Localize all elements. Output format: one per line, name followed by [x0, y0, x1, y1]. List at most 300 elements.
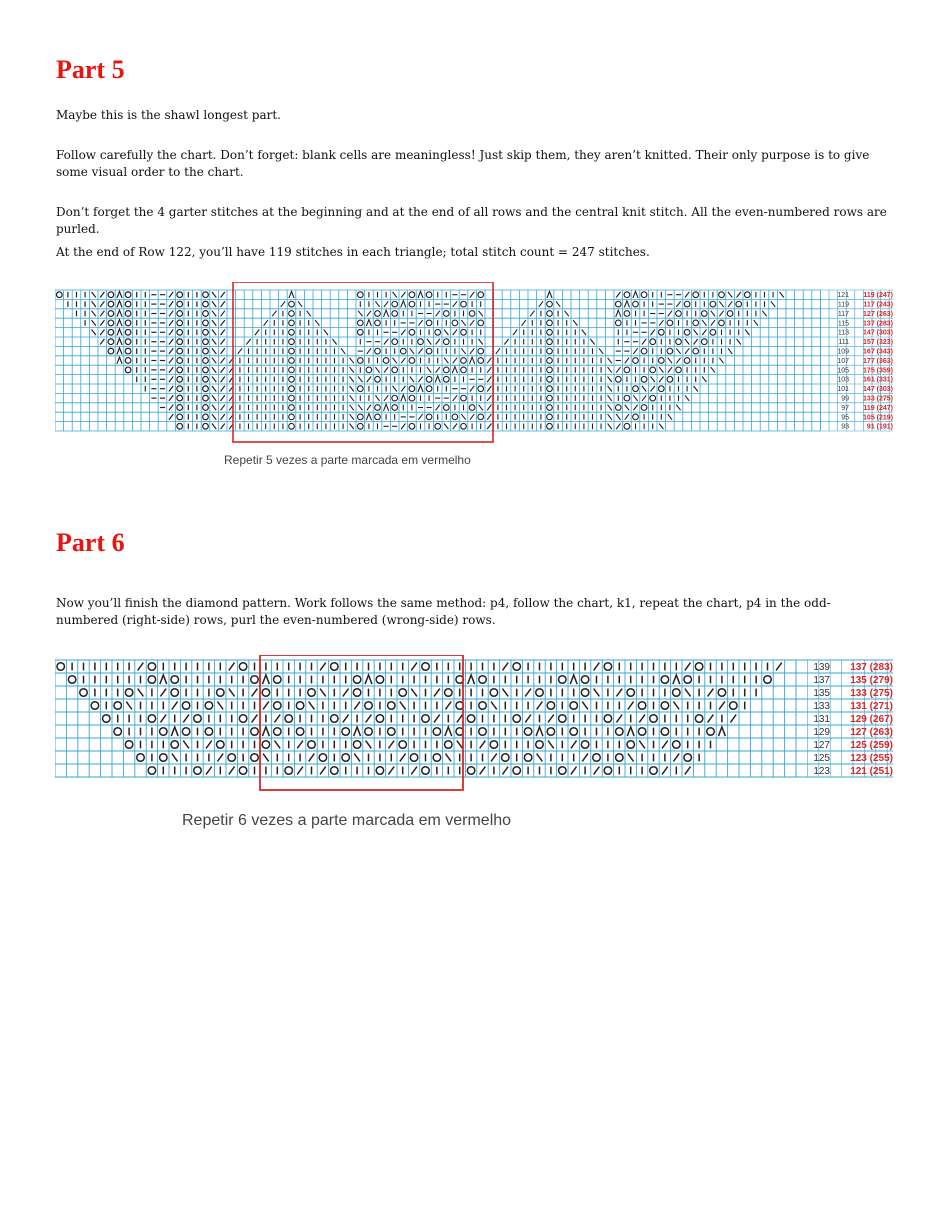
double-decrease-symbol [160, 675, 167, 684]
yarn-over-symbol [148, 767, 156, 775]
double-decrease-symbol [384, 310, 389, 317]
k2tog-symbol [100, 339, 104, 345]
ssk-symbol [375, 395, 379, 401]
yarn-over-symbol [641, 376, 647, 382]
yarn-over-symbol [604, 663, 612, 671]
yarn-over-symbol [125, 348, 131, 354]
yarn-over-symbol [426, 386, 432, 392]
yarn-over-symbol [108, 292, 114, 298]
double-decrease-symbol [633, 291, 638, 298]
yarn-over-symbol [383, 358, 389, 364]
ssk-symbol [445, 754, 451, 762]
row-number: 127 [813, 740, 830, 752]
yarn-over-symbol [357, 423, 363, 429]
ssk-symbol [491, 702, 497, 710]
k2tog-symbol [436, 311, 440, 317]
k2tog-symbol [221, 348, 225, 354]
yarn-over-symbol [177, 414, 183, 420]
stitch-count: 177 (363) [863, 357, 893, 365]
yarn-over-symbol [68, 676, 76, 684]
ssk-symbol [92, 292, 96, 298]
yarn-over-symbol [641, 405, 647, 411]
yarn-over-symbol [547, 728, 555, 736]
ssk-symbol [537, 754, 543, 762]
yarn-over-symbol [524, 728, 532, 736]
yarn-over-symbol [426, 320, 432, 326]
k2tog-symbol [662, 741, 668, 749]
yarn-over-symbol [375, 311, 381, 317]
k2tog-symbol [728, 301, 732, 307]
yarn-over-symbol [658, 386, 664, 392]
yarn-over-symbol [182, 728, 190, 736]
row-number: 101 [837, 386, 849, 394]
yarn-over-symbol [285, 715, 293, 723]
double-decrease-symbol [673, 675, 680, 684]
double-decrease-symbol [117, 310, 122, 317]
double-decrease-symbol [366, 320, 371, 327]
stitch-count: 133 (275) [850, 688, 893, 700]
row-number: 121 [837, 292, 849, 300]
ssk-symbol [427, 367, 431, 373]
yarn-over-symbol [148, 663, 156, 671]
yarn-over-symbol [658, 329, 664, 335]
yarn-over-symbol [342, 728, 350, 736]
yarn-over-symbol [710, 329, 716, 335]
yarn-over-symbol [443, 405, 449, 411]
yarn-over-symbol [443, 376, 449, 382]
ssk-symbol [126, 702, 132, 710]
yarn-over-symbol [513, 663, 521, 671]
k2tog-symbol [453, 395, 457, 401]
k2tog-symbol [411, 663, 417, 671]
part6-knitting-chart [55, 655, 895, 793]
yarn-over-symbol [409, 423, 415, 429]
k2tog-symbol [138, 663, 144, 671]
yarn-over-symbol [684, 358, 690, 364]
yarn-over-symbol [125, 358, 131, 364]
ssk-symbol [608, 367, 612, 373]
yarn-over-symbol [177, 320, 183, 326]
k2tog-symbol [221, 376, 225, 382]
yarn-over-symbol [661, 676, 669, 684]
yarn-over-symbol [177, 329, 183, 335]
k2tog-symbol [453, 301, 457, 307]
yarn-over-symbol [467, 715, 475, 723]
k2tog-symbol [616, 423, 620, 429]
k2tog-symbol [384, 339, 388, 345]
yarn-over-symbol [650, 767, 658, 775]
k2tog-symbol [229, 663, 235, 671]
yarn-over-symbol [684, 329, 690, 335]
part5-paragraph-3: Don’t forget the 4 garter stitches at the beginning and at the end of all rows and the central knit stitch. All the even-numbered rows are purled. [56, 205, 887, 236]
ssk-symbol [358, 311, 362, 317]
yarn-over-symbol [547, 395, 553, 401]
stitch-count: 129 (267) [850, 714, 893, 726]
row-number: 123 [813, 766, 830, 778]
yarn-over-symbol [547, 329, 553, 335]
yarn-over-symbol [177, 405, 183, 411]
yarn-over-symbol [308, 741, 316, 749]
part5-knitting-chart [55, 282, 895, 444]
yarn-over-symbol [103, 715, 111, 723]
ssk-symbol [444, 329, 448, 335]
yarn-over-symbol [461, 329, 467, 335]
yarn-over-symbol [289, 348, 295, 354]
yarn-over-symbol [661, 728, 669, 736]
yarn-over-symbol [624, 423, 630, 429]
yarn-over-symbol [177, 301, 183, 307]
k2tog-symbol [100, 292, 104, 298]
yarn-over-symbol [114, 702, 122, 710]
k2tog-symbol [685, 348, 689, 354]
yarn-over-symbol [693, 292, 699, 298]
yarn-over-symbol [203, 329, 209, 335]
yarn-over-symbol [108, 311, 114, 317]
part6-paragraph-1: Now you’ll finish the diamond pattern. Work follows the same method: p4, follow the chart, k1, repeat the chart, p4 in the odd-numbered (right-side) rows, purl the even-numbered (wrong-side) rows. [56, 596, 831, 627]
k2tog-symbol [491, 754, 497, 762]
k2tog-symbol [274, 715, 280, 723]
yarn-over-symbol [604, 767, 612, 775]
k2tog-symbol [221, 414, 225, 420]
double-decrease-symbol [366, 414, 371, 421]
yarn-over-symbol [676, 367, 682, 373]
row-number: 107 [837, 357, 849, 365]
ssk-symbol [639, 741, 645, 749]
yarn-over-symbol [727, 311, 733, 317]
yarn-over-symbol [693, 320, 699, 326]
yarn-over-symbol [650, 395, 656, 401]
yarn-over-symbol [296, 702, 304, 710]
yarn-over-symbol [445, 741, 453, 749]
ssk-symbol [309, 702, 315, 710]
ssk-symbol [608, 395, 612, 401]
stitch-count: 91 (191) [866, 423, 893, 431]
k2tog-symbol [418, 320, 422, 326]
double-decrease-symbol [624, 301, 629, 308]
yarn-over-symbol [177, 386, 183, 392]
k2tog-symbol [388, 741, 394, 749]
row-number: 95 [841, 414, 849, 422]
yarn-over-symbol [357, 358, 363, 364]
double-decrease-symbol [117, 329, 122, 336]
yarn-over-symbol [388, 728, 396, 736]
double-decrease-symbol [468, 675, 475, 684]
yarn-over-symbol [422, 767, 430, 775]
k2tog-symbol [169, 386, 173, 392]
yarn-over-symbol [274, 728, 282, 736]
k2tog-symbol [522, 320, 526, 326]
yarn-over-symbol [461, 395, 467, 401]
part6-chart-caption: Repetir 6 vezes a parte marcada em vermelho [182, 812, 512, 829]
yarn-over-symbol [513, 715, 521, 723]
stitch-count: 105 (219) [863, 414, 893, 422]
k2tog-symbol [401, 358, 405, 364]
yarn-over-symbol [422, 715, 430, 723]
k2tog-symbol [169, 414, 173, 420]
double-decrease-symbol [117, 301, 122, 308]
yarn-over-symbol [604, 715, 612, 723]
ssk-symbol [719, 301, 723, 307]
k2tog-symbol [384, 367, 388, 373]
yarn-over-symbol [744, 292, 750, 298]
yarn-over-symbol [171, 676, 179, 684]
yarn-over-symbol [676, 311, 682, 317]
k2tog-symbol [616, 367, 620, 373]
yarn-over-symbol [624, 395, 630, 401]
yarn-over-symbol [570, 728, 578, 736]
ssk-symbol [354, 754, 360, 762]
stitch-count: 131 (271) [850, 701, 893, 713]
ssk-symbol [212, 348, 216, 354]
yarn-over-symbol [627, 741, 635, 749]
yarn-over-symbol [461, 301, 467, 307]
yarn-over-symbol [376, 767, 384, 775]
yarn-over-symbol [426, 414, 432, 420]
ssk-symbol [711, 367, 715, 373]
yarn-over-symbol [289, 311, 295, 317]
ssk-symbol [616, 414, 620, 420]
yarn-over-symbol [357, 292, 363, 298]
k2tog-symbol [711, 320, 715, 326]
yarn-over-symbol [289, 414, 295, 420]
row-number: 103 [837, 376, 849, 384]
k2tog-symbol [673, 754, 679, 762]
yarn-over-symbol [422, 663, 430, 671]
stitch-count: 125 (259) [850, 740, 893, 752]
k2tog-symbol [642, 339, 646, 345]
ssk-symbol [556, 301, 560, 307]
ssk-symbol [599, 348, 603, 354]
yarn-over-symbol [203, 395, 209, 401]
k2tog-symbol [571, 767, 577, 775]
k2tog-symbol [487, 386, 491, 392]
yarn-over-symbol [650, 715, 658, 723]
yarn-over-symbol [108, 339, 114, 345]
yarn-over-symbol [467, 767, 475, 775]
yarn-over-symbol [624, 367, 630, 373]
ssk-symbol [358, 376, 362, 382]
ssk-symbol [350, 376, 354, 382]
k2tog-symbol [487, 358, 491, 364]
k2tog-symbol [694, 339, 698, 345]
yarn-over-symbol [426, 376, 432, 382]
yarn-over-symbol [433, 728, 441, 736]
double-decrease-symbol [289, 291, 294, 298]
k2tog-symbol [255, 329, 259, 335]
ssk-symbol [719, 358, 723, 364]
yarn-over-symbol [289, 367, 295, 373]
part5-chart-caption: Repetir 5 vezes a parte marcada em vermelho [224, 453, 471, 467]
k2tog-symbol [281, 301, 285, 307]
k2tog-symbol [169, 376, 173, 382]
yarn-over-symbol [409, 358, 415, 364]
ssk-symbol [324, 329, 328, 335]
double-decrease-symbol [570, 675, 577, 684]
yarn-over-symbol [615, 301, 621, 307]
yarn-over-symbol [667, 320, 673, 326]
row-number: 119 [837, 301, 849, 309]
k2tog-symbol [401, 423, 405, 429]
yarn-over-symbol [615, 376, 621, 382]
yarn-over-symbol [177, 311, 183, 317]
ssk-symbol [212, 395, 216, 401]
stitch-count: 161 (331) [863, 376, 893, 384]
double-decrease-symbol [401, 301, 406, 308]
double-decrease-symbol [452, 367, 457, 374]
yarn-over-symbol [650, 339, 656, 345]
ssk-symbol [737, 339, 741, 345]
yarn-over-symbol [443, 339, 449, 345]
k2tog-symbol [453, 358, 457, 364]
k2tog-symbol [238, 348, 242, 354]
yarn-over-symbol [478, 358, 484, 364]
row-number: 109 [837, 348, 849, 356]
k2tog-symbol [487, 423, 491, 429]
k2tog-symbol [502, 663, 508, 671]
yarn-over-symbol [205, 702, 213, 710]
yarn-over-symbol [392, 301, 398, 307]
row-number: 97 [841, 404, 849, 412]
yarn-over-symbol [357, 329, 363, 335]
k2tog-symbol [676, 358, 680, 364]
yarn-over-symbol [547, 414, 553, 420]
part5-paragraph-2: Follow carefully the chart. Don’t forget: blank cells are meaningless! Just skip them, they aren’t knitted. Their only purpose is to give some visual order to the chart. [56, 148, 870, 179]
ssk-symbol [608, 376, 612, 382]
k2tog-symbol [366, 715, 372, 723]
yarn-over-symbol [667, 348, 673, 354]
yarn-over-symbol [203, 348, 209, 354]
yarn-over-symbol [331, 715, 339, 723]
k2tog-symbol [169, 367, 173, 373]
yarn-over-symbol [513, 767, 521, 775]
yarn-over-symbol [177, 367, 183, 373]
k2tog-symbol [221, 423, 225, 429]
yarn-over-symbol [56, 292, 62, 298]
k2tog-symbol [525, 715, 531, 723]
yarn-over-symbol [177, 358, 183, 364]
yarn-over-symbol [203, 367, 209, 373]
k2tog-symbol [169, 395, 173, 401]
yarn-over-symbol [203, 292, 209, 298]
k2tog-symbol [594, 663, 600, 671]
ssk-symbol [694, 329, 698, 335]
yarn-over-symbol [308, 689, 316, 697]
yarn-over-symbol [125, 339, 131, 345]
k2tog-symbol [457, 715, 463, 723]
k2tog-symbol [169, 329, 173, 335]
ssk-symbol [548, 741, 554, 749]
yarn-over-symbol [418, 339, 424, 345]
yarn-over-symbol [177, 395, 183, 401]
yarn-over-symbol [461, 358, 467, 364]
k2tog-symbol [221, 339, 225, 345]
yarn-over-symbol [177, 376, 183, 382]
yarn-over-symbol [469, 405, 475, 411]
ssk-symbol [728, 348, 732, 354]
ssk-symbol [573, 320, 577, 326]
yarn-over-symbol [581, 689, 589, 697]
yarn-over-symbol [627, 689, 635, 697]
yarn-over-symbol [490, 741, 498, 749]
yarn-over-symbol [203, 376, 209, 382]
k2tog-symbol [737, 292, 741, 298]
yarn-over-symbol [684, 301, 690, 307]
yarn-over-symbol [203, 339, 209, 345]
yarn-over-symbol [177, 292, 183, 298]
yarn-over-symbol [547, 386, 553, 392]
k2tog-symbol [470, 386, 474, 392]
k2tog-symbol [708, 689, 714, 697]
k2tog-symbol [480, 741, 486, 749]
yarn-over-symbol [570, 702, 578, 710]
k2tog-symbol [480, 767, 486, 775]
yarn-over-symbol [638, 702, 646, 710]
yarn-over-symbol [409, 329, 415, 335]
yarn-over-symbol [658, 358, 664, 364]
yarn-over-symbol [177, 423, 183, 429]
yarn-over-symbol [661, 702, 669, 710]
yarn-over-symbol [593, 754, 601, 762]
yarn-over-symbol [392, 395, 398, 401]
k2tog-symbol [470, 320, 474, 326]
yarn-over-symbol [693, 348, 699, 354]
yarn-over-symbol [399, 689, 407, 697]
yarn-over-symbol [559, 767, 567, 775]
ssk-symbol [212, 301, 216, 307]
double-decrease-symbol [117, 320, 122, 327]
yarn-over-symbol [228, 754, 236, 762]
chart-symbols [57, 663, 782, 775]
ssk-symbol [375, 367, 379, 373]
ssk-symbol [320, 689, 326, 697]
double-decrease-symbol [171, 727, 178, 736]
k2tog-symbol [221, 320, 225, 326]
yarn-over-symbol [452, 414, 458, 420]
k2tog-symbol [183, 715, 189, 723]
yarn-over-symbol [203, 386, 209, 392]
yarn-over-symbol [650, 367, 656, 373]
double-decrease-symbol [262, 675, 269, 684]
ssk-symbol [594, 689, 600, 697]
yarn-over-symbol [285, 767, 293, 775]
k2tog-symbol [453, 329, 457, 335]
k2tog-symbol [470, 414, 474, 420]
yarn-over-symbol [461, 423, 467, 429]
yarn-over-symbol [392, 405, 398, 411]
yarn-over-symbol [182, 702, 190, 710]
k2tog-symbol [100, 329, 104, 335]
k2tog-symbol [776, 663, 782, 671]
ssk-symbol [608, 414, 612, 420]
ssk-symbol [410, 348, 414, 354]
yarn-over-symbol [547, 376, 553, 382]
k2tog-symbol [354, 702, 360, 710]
yarn-over-symbol [289, 386, 295, 392]
yarn-over-symbol [203, 358, 209, 364]
k2tog-symbol [659, 320, 663, 326]
yarn-over-symbol [616, 754, 624, 762]
yarn-over-symbol [452, 320, 458, 326]
k2tog-symbol [221, 395, 225, 401]
k2tog-symbol [470, 348, 474, 354]
yarn-over-symbol [375, 405, 381, 411]
k2tog-symbol [719, 311, 723, 317]
ssk-symbol [350, 367, 354, 373]
yarn-over-symbol [559, 676, 567, 684]
yarn-over-symbol [524, 754, 532, 762]
yarn-over-symbol [114, 728, 122, 736]
ssk-symbol [702, 320, 706, 326]
